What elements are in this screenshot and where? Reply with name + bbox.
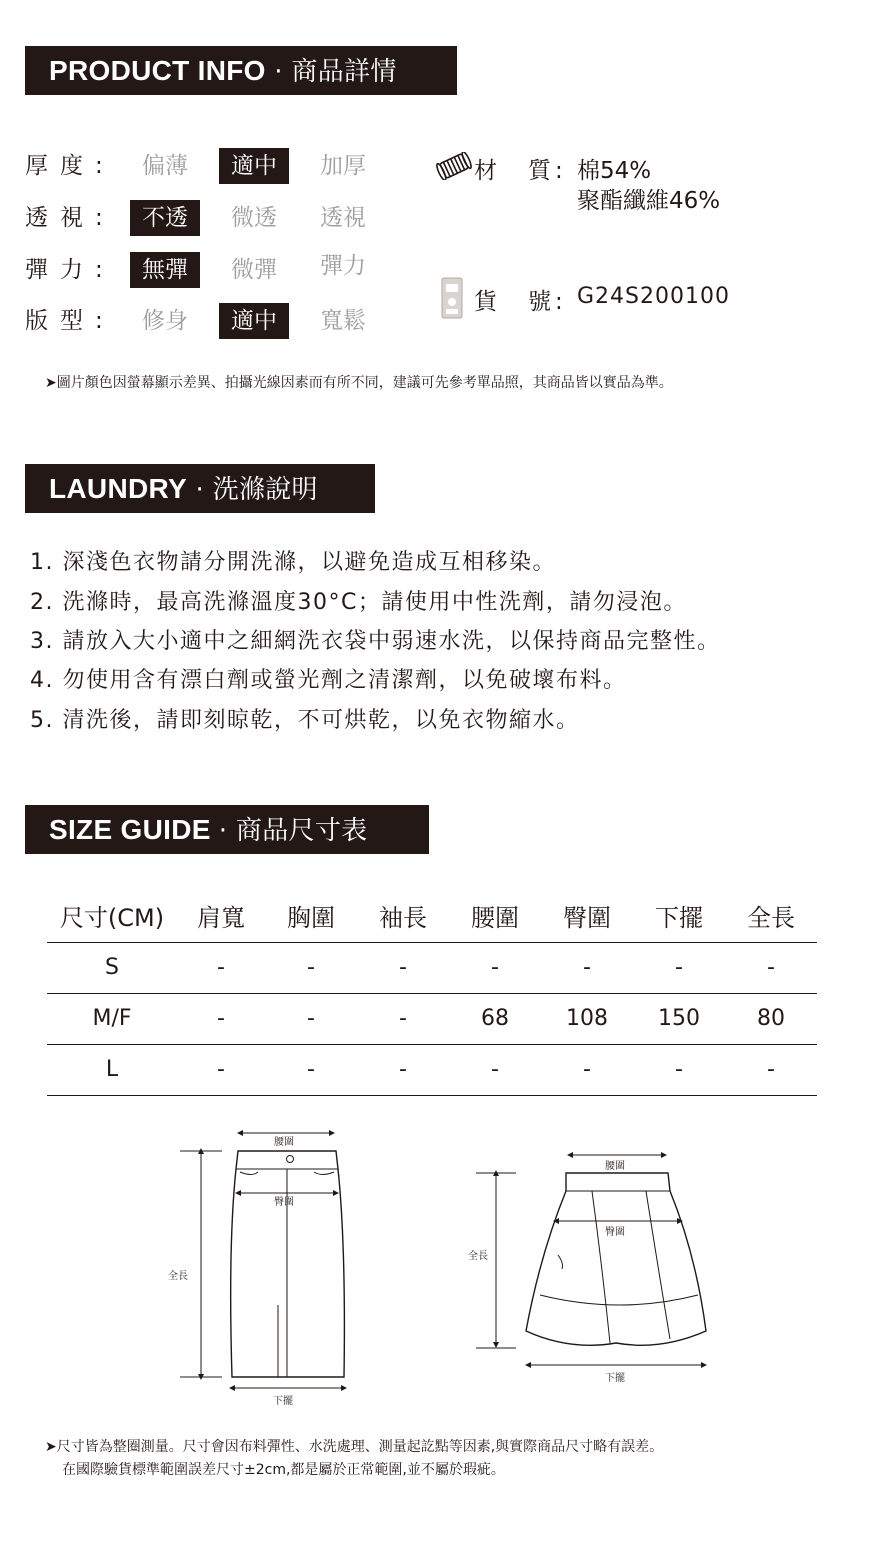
table-cell: S bbox=[47, 942, 177, 993]
diagram-waist-label: 腰圍 bbox=[605, 1161, 625, 1172]
header-length: 全長 bbox=[725, 890, 817, 942]
table-cell: - bbox=[725, 942, 817, 993]
attr-row-fit bbox=[25, 303, 425, 339]
diagram-hem-label: 下擺 bbox=[605, 1373, 625, 1384]
header-shoulder: 肩寬 bbox=[177, 890, 265, 942]
table-cell: 80 bbox=[725, 993, 817, 1044]
option-slight-stretch: 微彈 bbox=[231, 257, 277, 283]
attr-label-fit: 版型: bbox=[25, 308, 103, 334]
product-info-banner bbox=[25, 46, 457, 95]
option-regular-selected: 適中 bbox=[219, 303, 289, 339]
table-row bbox=[47, 1044, 817, 1095]
sku-label: 貨 號: bbox=[474, 289, 567, 315]
header-size: 尺寸(CM) bbox=[47, 890, 177, 942]
table-cell: 68 bbox=[449, 993, 541, 1044]
option-stretch: 彈力 bbox=[320, 253, 366, 279]
size-table-header bbox=[47, 890, 817, 942]
table-cell: - bbox=[177, 942, 265, 993]
size-table bbox=[47, 890, 817, 1096]
laundry-item-5: 5. 清洗後，請即刻晾乾，不可烘乾，以免衣物縮水。 bbox=[30, 708, 580, 733]
color-disclaimer bbox=[45, 372, 673, 392]
table-cell: - bbox=[633, 1044, 725, 1095]
table-cell: 108 bbox=[541, 993, 633, 1044]
laundry-banner-zh: 洗滌說明 bbox=[212, 475, 318, 505]
table-cell: - bbox=[357, 942, 449, 993]
attr-label-sheerness: 透視: bbox=[25, 205, 103, 231]
pencil-skirt-diagram bbox=[160, 1125, 380, 1415]
option-thick: 加厚 bbox=[320, 153, 366, 179]
option-slightly-sheer: 微透 bbox=[231, 205, 277, 231]
material-value-cotton: 棉54% bbox=[577, 158, 652, 184]
diagram-length-label: 全長 bbox=[468, 1251, 488, 1262]
header-sleeve: 袖長 bbox=[357, 890, 449, 942]
table-cell: - bbox=[725, 1044, 817, 1095]
laundry-banner-en: LAUNDRY bbox=[49, 473, 187, 504]
color-disclaimer-text: 圖片顏色因螢幕顯示差異、拍攝光線因素而有所不同，建議可先參考單品照，其商品皆以實品為準。 bbox=[56, 375, 673, 391]
laundry-item-3: 3. 請放入大小適中之細網洗衣袋中弱速水洗，以保持商品完整性。 bbox=[30, 629, 721, 654]
material-value-polyester: 聚酯纖維46% bbox=[577, 188, 721, 214]
attr-row-thickness bbox=[25, 148, 425, 184]
table-cell: - bbox=[265, 993, 357, 1044]
table-cell: - bbox=[541, 1044, 633, 1095]
table-cell: - bbox=[265, 942, 357, 993]
table-cell: - bbox=[449, 1044, 541, 1095]
laundry-item-1: 1. 深淺色衣物請分開洗滌，以避免造成互相移染。 bbox=[30, 550, 556, 575]
table-cell: 150 bbox=[633, 993, 725, 1044]
option-thin: 偏薄 bbox=[142, 153, 188, 179]
laundry-banner-sep: · bbox=[186, 475, 213, 505]
table-cell: L bbox=[47, 1044, 177, 1095]
size-guide-banner-sep: · bbox=[218, 816, 236, 846]
arrow-right-icon: ➤ bbox=[45, 1439, 57, 1455]
table-cell: M/F bbox=[47, 993, 177, 1044]
attr-row-sheerness bbox=[25, 200, 425, 236]
a-line-skirt-diagram bbox=[460, 1145, 720, 1390]
table-cell: - bbox=[633, 942, 725, 993]
laundry-item-2: 2. 洗滌時，最高洗滌溫度30°C；請使用中性洗劑，請勿浸泡。 bbox=[30, 590, 687, 615]
diagram-length-label: 全長 bbox=[168, 1271, 188, 1282]
attr-row-stretch bbox=[25, 252, 425, 288]
thread-spool-icon bbox=[436, 152, 472, 180]
table-cell: - bbox=[265, 1044, 357, 1095]
attr-label-stretch: 彈力: bbox=[25, 257, 103, 283]
product-info-banner-en: PRODUCT INFO bbox=[49, 55, 266, 86]
table-cell: - bbox=[449, 942, 541, 993]
table-cell: - bbox=[357, 1044, 449, 1095]
size-guide-banner bbox=[25, 805, 429, 854]
header-hem: 下擺 bbox=[633, 890, 725, 942]
arrow-right-icon: ➤ bbox=[45, 375, 57, 391]
diagram-hip-label: 臀圍 bbox=[605, 1227, 625, 1238]
product-info-banner-sep: · bbox=[265, 57, 292, 87]
laundry-item-4: 4. 勿使用含有漂白劑或螢光劑之清潔劑，以免破壞布料。 bbox=[30, 668, 627, 693]
size-disclaimer-line2 bbox=[62, 1459, 505, 1479]
table-row bbox=[47, 942, 817, 993]
attr-label-thickness: 厚度: bbox=[25, 153, 103, 179]
header-chest: 胸圍 bbox=[265, 890, 357, 942]
material-label: 材 質: bbox=[474, 158, 567, 184]
diagram-hip-label: 臀圍 bbox=[274, 1197, 294, 1208]
diagram-waist-label: 腰圍 bbox=[274, 1137, 294, 1148]
option-opaque-selected: 不透 bbox=[130, 200, 200, 236]
product-info-banner-zh: 商品詳情 bbox=[291, 57, 397, 87]
table-cell: - bbox=[541, 942, 633, 993]
diagram-hem-label: 下擺 bbox=[273, 1396, 293, 1407]
table-row bbox=[47, 993, 817, 1044]
option-medium-selected: 適中 bbox=[219, 148, 289, 184]
laundry-banner bbox=[25, 464, 375, 513]
header-waist: 腰圍 bbox=[449, 890, 541, 942]
table-cell: - bbox=[177, 993, 265, 1044]
header-hip: 臀圍 bbox=[541, 890, 633, 942]
size-disclaimer-text-1: 尺寸皆為整圈測量。尺寸會因布料彈性、水洗處理、測量起訖點等因素,與實際商品尺寸略有誤差。 bbox=[56, 1439, 664, 1455]
table-cell: - bbox=[177, 1044, 265, 1095]
size-guide-banner-zh: 商品尺寸表 bbox=[235, 816, 368, 846]
option-loose: 寬鬆 bbox=[320, 308, 366, 334]
size-disclaimer-text-2: 在國際驗貨標準範圍誤差尺寸±2cm,都是屬於正常範圍,並不屬於瑕疵。 bbox=[62, 1462, 505, 1478]
tag-icon bbox=[440, 276, 464, 320]
size-disclaimer-line1 bbox=[45, 1436, 663, 1456]
table-cell: - bbox=[357, 993, 449, 1044]
size-guide-banner-en: SIZE GUIDE bbox=[49, 814, 219, 845]
option-no-stretch-selected: 無彈 bbox=[130, 252, 200, 288]
option-sheer: 透視 bbox=[320, 205, 366, 231]
sku-value: G24S200100 bbox=[577, 284, 730, 309]
option-slim: 修身 bbox=[142, 308, 188, 334]
